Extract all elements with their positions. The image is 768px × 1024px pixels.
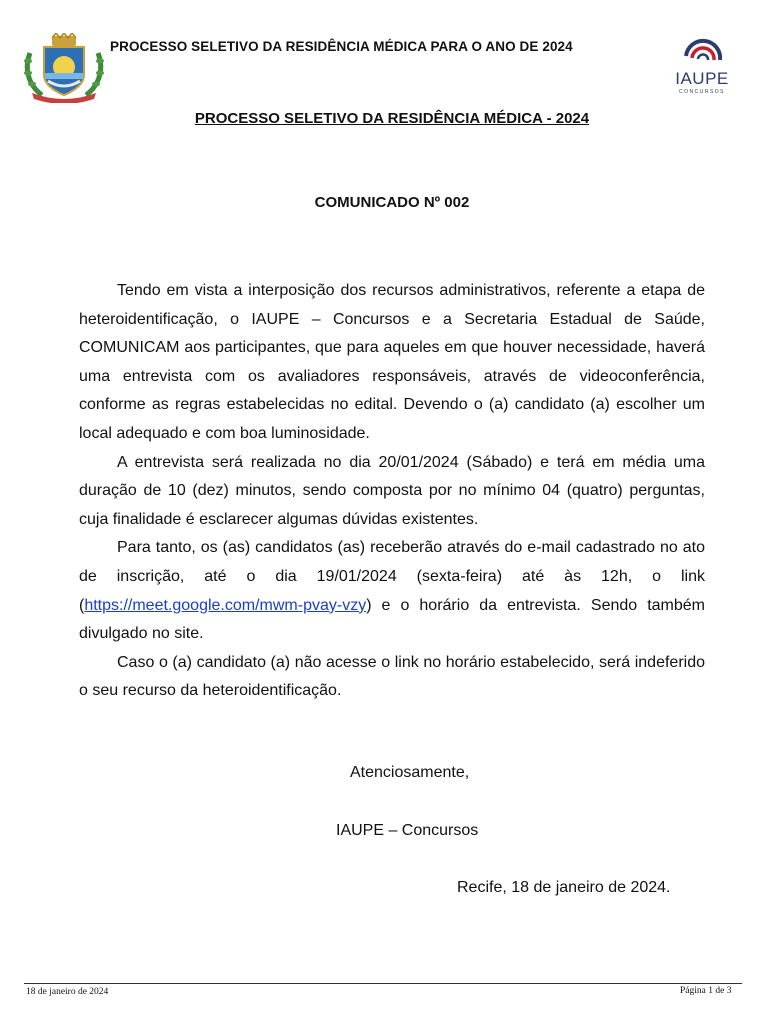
document-title: PROCESSO SELETIVO DA RESIDÊNCIA MÉDICA - 2024 [194, 110, 590, 127]
footer-divider [24, 983, 742, 984]
paragraph-2: A entrevista será realizada no dia 20/01/2024 (Sábado) e terá em média uma duração de 10 (dez) minutos, sendo composta por no mínimo 04 (quatro) perguntas, cuja finalidade é esclarecer algumas dúvidas existentes. [79, 453, 705, 528]
meeting-link[interactable]: https://meet.google.com/mwm-pvay-vzy [84, 596, 367, 614]
paragraph-1: Tendo em vista a interposição dos recursos administrativos, referente a etapa de heteroidentificação, o IAUPE – Concursos e a Secretaria Estadual de Saúde, COMUNICAM aos participantes, que para aqueles em que houver necessidade, haverá uma entrevista com os avaliadores responsáveis, através de videoconferência, conforme as regras estabelecidas no edital. Devendo o (a) candidato (a) escolher um local adequado e com boa luminosidade. [79, 282, 705, 442]
place-date: Recife, 18 de janeiro de 2024. [457, 879, 671, 896]
communique-number: COMUNICADO Nº 002 [314, 194, 470, 211]
document-body [79, 277, 705, 706]
page-number: Página 1 de 3 [680, 986, 732, 996]
pernambuco-crest-icon [22, 33, 106, 103]
footer-date: 18 de janeiro de 2024 [26, 987, 109, 997]
header-title: PROCESSO SELETIVO DA RESIDÊNCIA MÉDICA PARA O ANO DE 2024 [110, 39, 573, 54]
paragraph-3 [79, 534, 705, 648]
iaupe-logo-text: IAUPE [675, 69, 729, 88]
paragraph-3-end: ) e o horário da entrevista. Sendo também divulgado no site. [79, 596, 705, 643]
paragraph-3-start: Para tanto, os (as) candidatos (as) receberão através do e-mail cadastrado no ato de inscrição, até o dia 19/01/2024 (sexta-feira) até às 12h, o link ( [79, 539, 705, 614]
iaupe-logo-subtext: CONCURSOS [678, 89, 725, 95]
closing-text: Atenciosamente, [350, 764, 470, 781]
paragraph-4: Caso o (a) candidato (a) não acesse o link no horário estabelecido, será indeferido o seu recurso da heteroidentificação. [79, 653, 705, 700]
signature: IAUPE – Concursos [336, 822, 479, 839]
